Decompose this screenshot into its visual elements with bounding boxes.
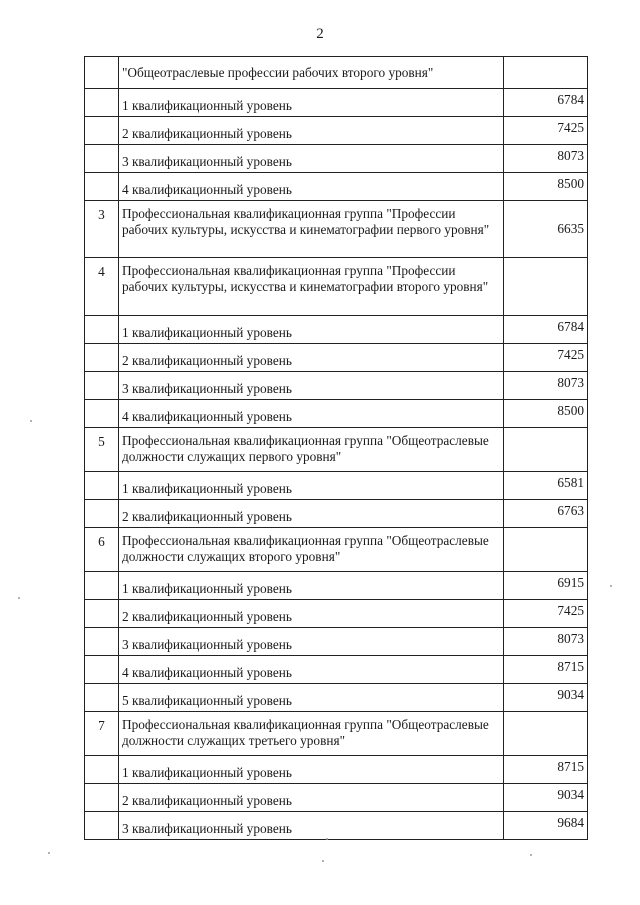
table-row — [85, 600, 588, 628]
row-number: 4 — [85, 258, 119, 316]
row-value: 8073 — [504, 372, 588, 400]
row-name: 1 квалификационный уровень — [119, 756, 504, 784]
row-number — [85, 145, 119, 173]
table-row — [85, 756, 588, 784]
row-value: 8073 — [504, 145, 588, 173]
table-row — [85, 812, 588, 840]
row-value — [504, 428, 588, 472]
row-name: "Общеотраслевые профессии рабочих второго уровня" — [119, 57, 504, 89]
row-number — [85, 628, 119, 656]
row-name: 2 квалификационный уровень — [119, 117, 504, 145]
table-row — [85, 89, 588, 117]
table-row — [85, 712, 588, 756]
row-value — [504, 258, 588, 316]
row-value: 6784 — [504, 89, 588, 117]
row-value: 6581 — [504, 472, 588, 500]
row-value: 7425 — [504, 117, 588, 145]
row-value: 7425 — [504, 600, 588, 628]
scan-speck — [530, 854, 532, 856]
scan-speck — [30, 420, 32, 422]
row-value: 9034 — [504, 684, 588, 712]
table-row — [85, 428, 588, 472]
table-row — [85, 400, 588, 428]
row-name: 3 квалификационный уровень — [119, 145, 504, 173]
row-name: 3 квалификационный уровень — [119, 628, 504, 656]
row-number — [85, 472, 119, 500]
table-row — [85, 258, 588, 316]
row-number — [85, 812, 119, 840]
row-number — [85, 684, 119, 712]
table-row — [85, 784, 588, 812]
row-name: 3 квалификационный уровень — [119, 812, 504, 840]
row-value — [504, 528, 588, 572]
row-name: 2 квалификационный уровень — [119, 344, 504, 372]
row-name: Профессиональная квалификационная группа "Профессии рабочих культуры, искусства и кинематографии второго уровня" — [119, 258, 504, 316]
row-value: 8500 — [504, 173, 588, 201]
row-number — [85, 572, 119, 600]
row-value: 8715 — [504, 756, 588, 784]
table-row — [85, 316, 588, 344]
row-number — [85, 57, 119, 89]
row-name: 4 квалификационный уровень — [119, 400, 504, 428]
table-row — [85, 500, 588, 528]
row-name: 2 квалификационный уровень — [119, 600, 504, 628]
table-row — [85, 684, 588, 712]
row-value — [504, 57, 588, 89]
row-name: 4 квалификационный уровень — [119, 656, 504, 684]
row-name: Профессиональная квалификационная группа "Профессии рабочих культуры, искусства и кинематографии первого уровня" — [119, 201, 504, 258]
row-number — [85, 400, 119, 428]
row-value: 8715 — [504, 656, 588, 684]
scan-speck — [18, 597, 20, 599]
row-number — [85, 89, 119, 117]
row-value: 6635 — [504, 201, 588, 258]
row-value: 6915 — [504, 572, 588, 600]
row-value: 9684 — [504, 812, 588, 840]
row-name: Профессиональная квалификационная группа "Общеотраслевые должности служащих второго уровня" — [119, 528, 504, 572]
table-row — [85, 628, 588, 656]
row-number: 7 — [85, 712, 119, 756]
row-name: 1 квалификационный уровень — [119, 472, 504, 500]
page-number: 2 — [316, 26, 324, 42]
row-number: 6 — [85, 528, 119, 572]
row-number — [85, 500, 119, 528]
row-number: 5 — [85, 428, 119, 472]
row-number — [85, 372, 119, 400]
row-name: Профессиональная квалификационная группа "Общеотраслевые должности служащих первого уровня" — [119, 428, 504, 472]
table-row — [85, 472, 588, 500]
row-name: 2 квалификационный уровень — [119, 500, 504, 528]
row-number — [85, 344, 119, 372]
row-number — [85, 173, 119, 201]
row-name: 2 квалификационный уровень — [119, 784, 504, 812]
table-row — [85, 372, 588, 400]
row-number — [85, 784, 119, 812]
row-number — [85, 600, 119, 628]
row-number — [85, 656, 119, 684]
table-row — [85, 344, 588, 372]
table-row — [85, 117, 588, 145]
row-name: Профессиональная квалификационная группа "Общеотраслевые должности служащих третьего уровня" — [119, 712, 504, 756]
table-row — [85, 572, 588, 600]
row-name: 1 квалификационный уровень — [119, 316, 504, 344]
row-number — [85, 756, 119, 784]
row-name: 1 квалификационный уровень — [119, 89, 504, 117]
scan-speck — [326, 838, 328, 840]
table-row — [85, 201, 588, 258]
scan-speck — [48, 852, 50, 854]
scan-speck — [322, 860, 324, 862]
row-name: 3 квалификационный уровень — [119, 372, 504, 400]
row-number: 3 — [85, 201, 119, 258]
table-row — [85, 173, 588, 201]
table-row — [85, 57, 588, 89]
row-name: 1 квалификационный уровень — [119, 572, 504, 600]
row-value: 6763 — [504, 500, 588, 528]
row-value: 9034 — [504, 784, 588, 812]
row-number — [85, 316, 119, 344]
row-value: 8073 — [504, 628, 588, 656]
row-value: 6784 — [504, 316, 588, 344]
row-value: 8500 — [504, 400, 588, 428]
table-row — [85, 145, 588, 173]
row-name: 5 квалификационный уровень — [119, 684, 504, 712]
row-number — [85, 117, 119, 145]
table-row — [85, 528, 588, 572]
row-name: 4 квалификационный уровень — [119, 173, 504, 201]
row-value — [504, 712, 588, 756]
scan-speck — [610, 585, 612, 587]
salary-table — [84, 56, 588, 840]
table-row — [85, 656, 588, 684]
row-value: 7425 — [504, 344, 588, 372]
